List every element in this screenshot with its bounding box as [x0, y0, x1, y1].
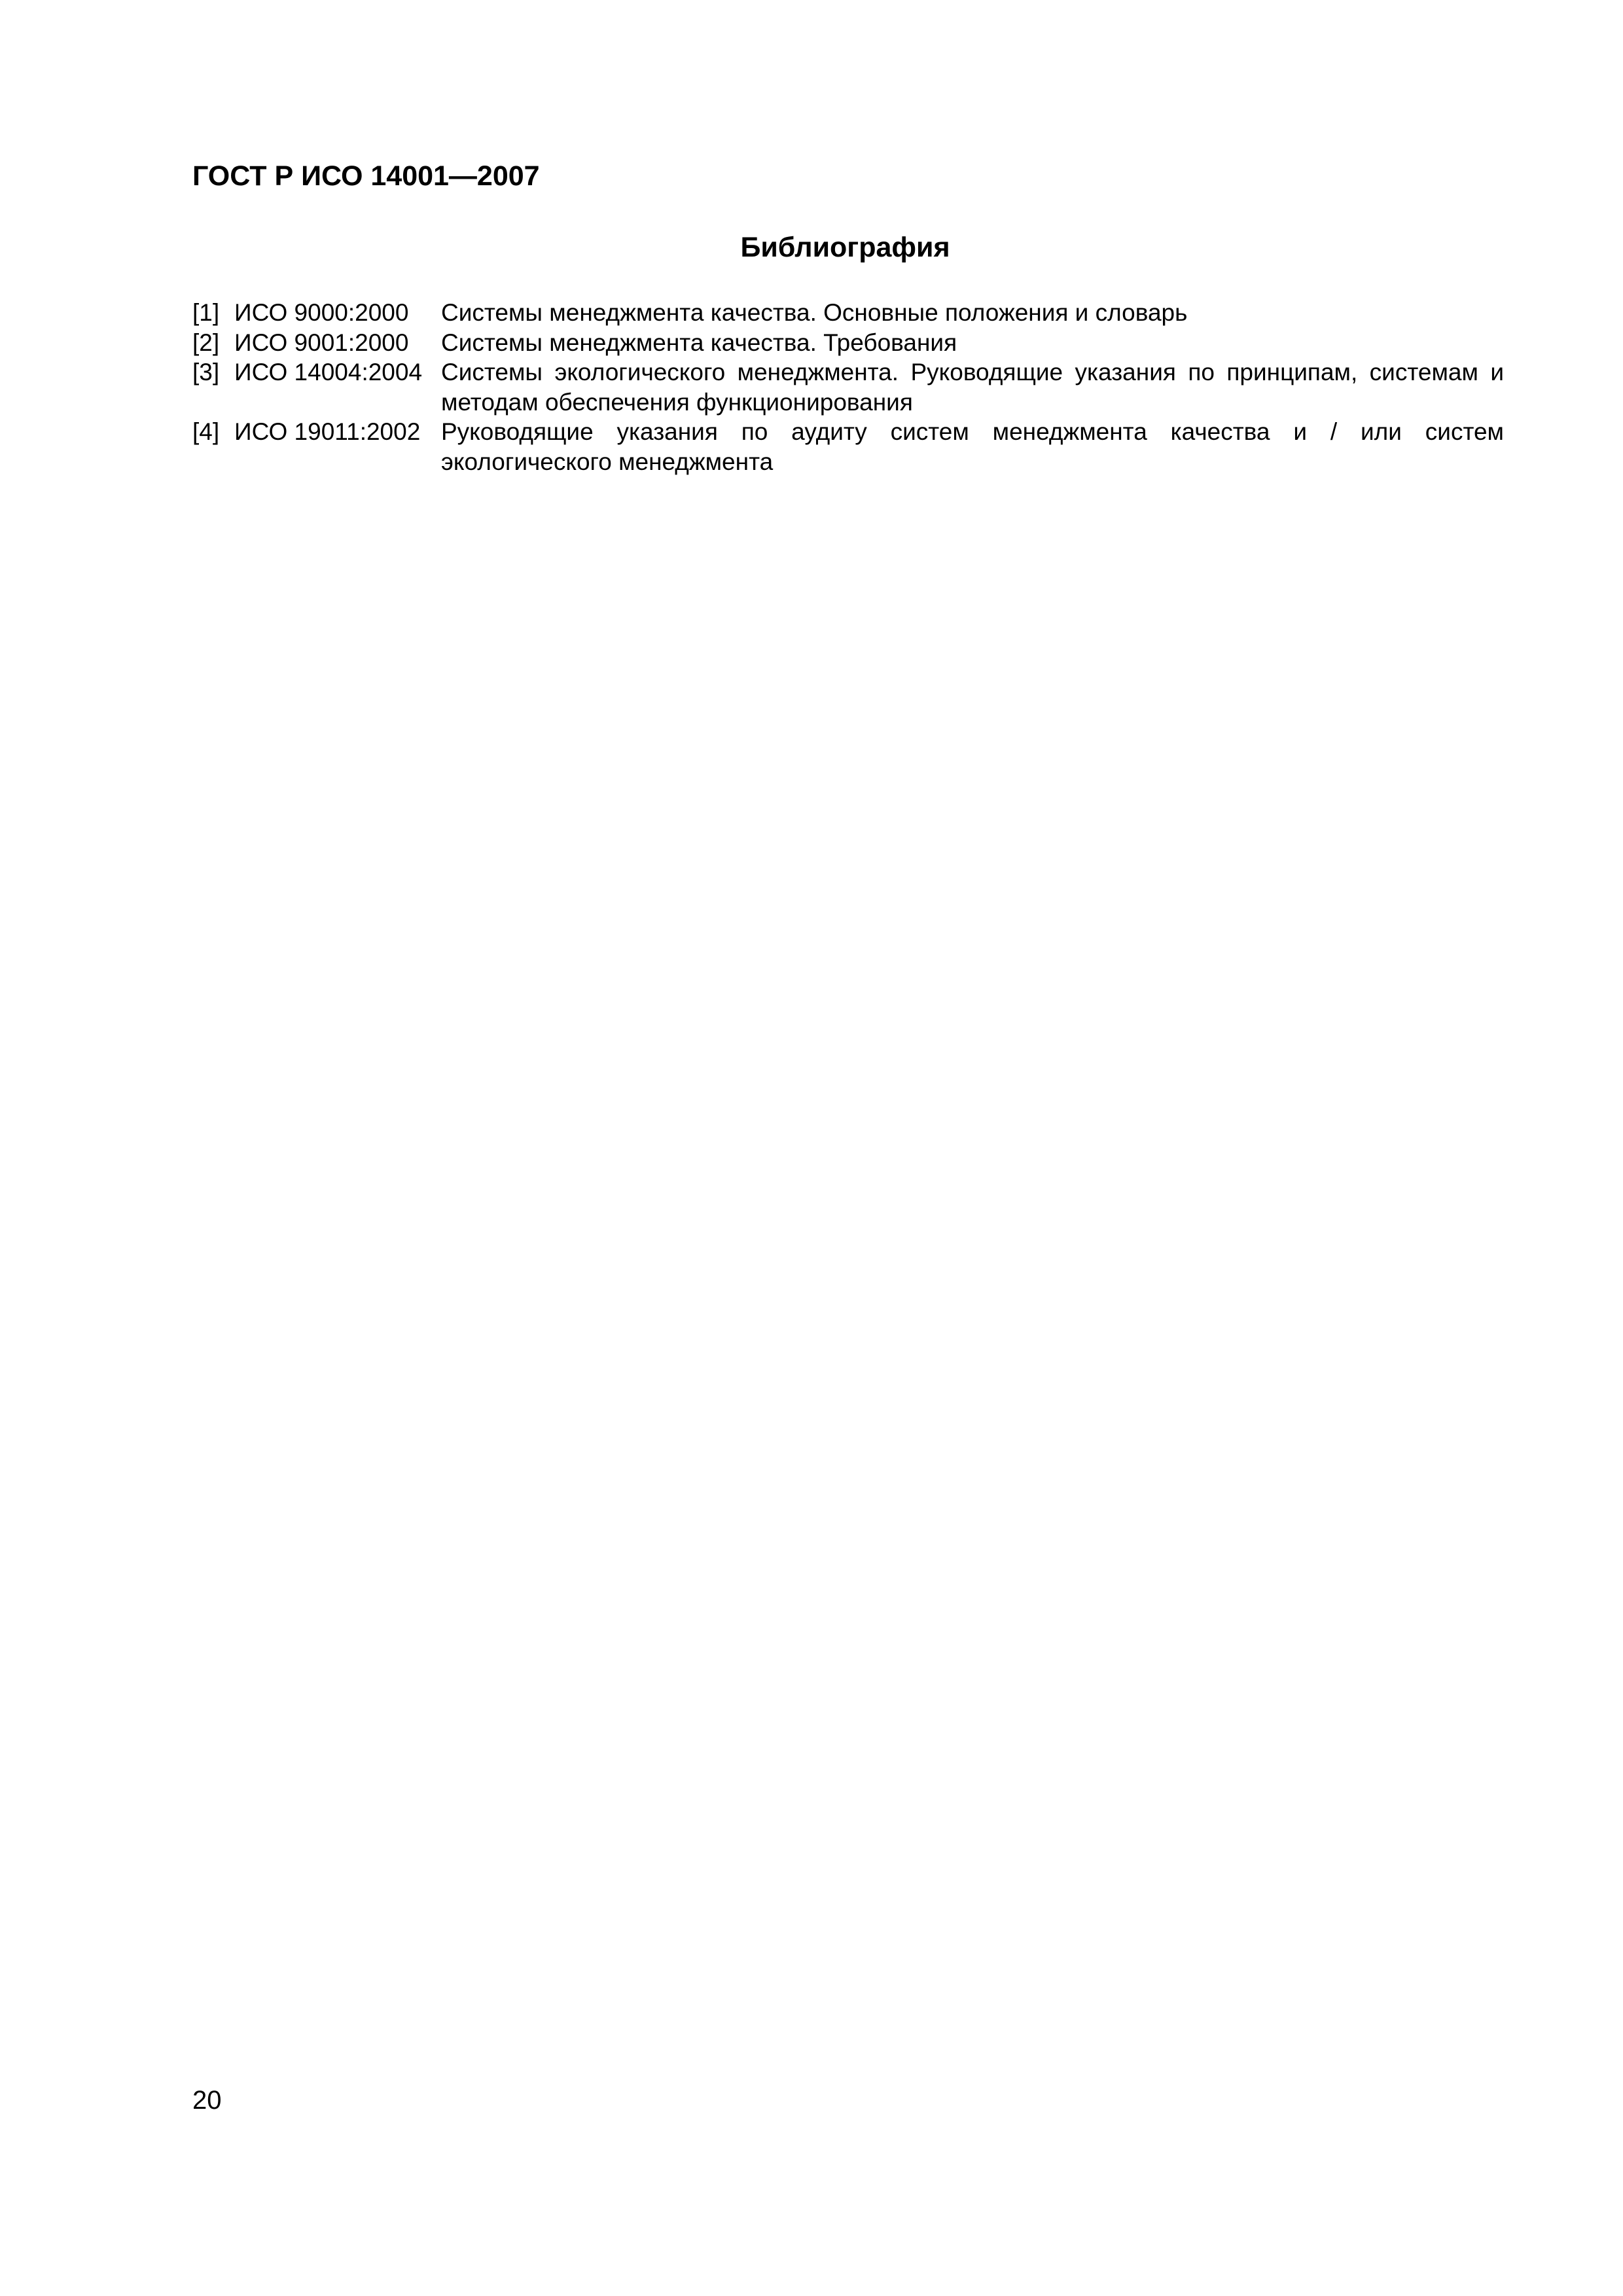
- document-code-header: ГОСТ Р ИСО 14001—2007: [192, 160, 540, 192]
- entry-title: Системы менеджмента качества. Требования: [441, 329, 957, 356]
- entry-number: [1]: [192, 299, 220, 326]
- bibliography-entry-1: [192, 298, 1504, 328]
- bibliography-entry-2: [192, 328, 1504, 358]
- entry-standard-code: ИСО 14004:2004: [234, 359, 423, 386]
- entry-number: [2]: [192, 329, 220, 356]
- page-number: 20: [192, 2086, 222, 2115]
- entry-standard-code: ИСО 19011:2002: [234, 418, 421, 445]
- section-title: Библиография: [740, 232, 950, 263]
- entry-number: [4]: [192, 418, 220, 445]
- bibliography-entry-4: [192, 417, 1504, 476]
- entry-title: Системы экологического менеджмента. Руководящие указания по принципам, системам и методам обеспечения функционирования: [441, 359, 1504, 416]
- entry-title: Системы менеджмента качества. Основные положения и словарь: [441, 299, 1188, 326]
- entry-number: [3]: [192, 359, 220, 386]
- entry-title: Руководящие указания по аудиту систем менеджмента качества и / или систем экологического менеджмента: [441, 418, 1504, 475]
- entry-standard-code: ИСО 9000:2000: [234, 299, 409, 326]
- bibliography-list: [192, 298, 1504, 476]
- entry-standard-code: ИСО 9001:2000: [234, 329, 409, 356]
- bibliography-entry-3: [192, 357, 1504, 417]
